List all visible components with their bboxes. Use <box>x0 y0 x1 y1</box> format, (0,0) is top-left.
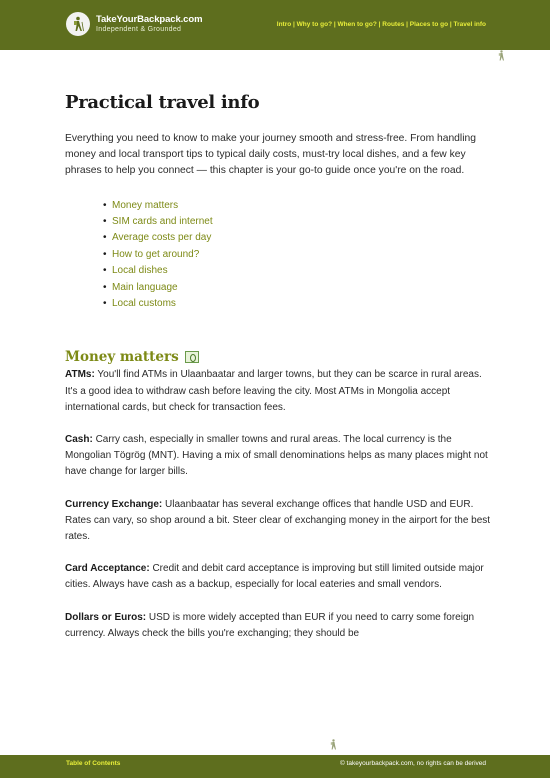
top-nav <box>277 21 486 28</box>
nav-link-travel-info[interactable]: Travel info <box>453 21 486 28</box>
nav-separator: | <box>333 21 338 28</box>
toc-link-sim-cards[interactable]: • SIM cards and internet <box>105 214 495 230</box>
footer-hiker-icon <box>329 737 338 755</box>
nav-separator: | <box>378 21 383 28</box>
dollars-euros-label: Dollars or Euros: <box>65 611 147 623</box>
cash-paragraph <box>65 432 495 481</box>
page-title: Practical travel info <box>65 92 260 113</box>
nav-separator: | <box>293 21 297 28</box>
card-acceptance-label: Card Acceptance: <box>65 563 150 575</box>
nav-link-why-to-go[interactable]: Why to go? <box>296 21 333 28</box>
nav-link-places-to-go[interactable]: Places to go <box>409 21 449 28</box>
brand-name[interactable]: TakeYourBackpack.com <box>96 14 203 25</box>
nav-separator: | <box>449 21 454 28</box>
currency-exchange-label: Currency Exchange: <box>65 498 163 510</box>
card-acceptance-paragraph <box>65 561 495 593</box>
nav-separator: | <box>406 21 410 28</box>
nav-link-routes[interactable]: Routes <box>382 21 405 28</box>
nav-link-intro[interactable]: Intro <box>276 21 292 28</box>
toc-link-money-matters[interactable]: • Money matters <box>105 198 495 214</box>
toc-link-average-costs[interactable]: • Average costs per day <box>105 230 495 246</box>
chapter-toc <box>105 198 495 313</box>
hiker-logo-icon[interactable] <box>66 12 90 36</box>
atms-paragraph <box>65 367 495 416</box>
hiker-icon <box>497 48 506 66</box>
card-acceptance-text: Credit and debit card acceptance is improving but still limited outside major cities. Always have cash as a backup, especially for local eateries and small vendors. <box>65 563 484 591</box>
toc-link-local-customs[interactable]: • Local customs <box>105 296 495 312</box>
main-content <box>65 92 495 658</box>
money-matters-title: Money matters <box>65 349 179 366</box>
page-header <box>0 0 550 50</box>
toc-link-local-dishes[interactable]: • Local dishes <box>105 263 495 279</box>
currency-exchange-paragraph <box>65 497 495 546</box>
money-matters-heading <box>65 349 495 365</box>
intro-paragraph: Everything you need to know to make your journey smooth and stress-free. From handling money and local transport tips to typical daily costs, must-try local dishes, and a few key phrases to help you connect — this chapter is your go-to guide once you're on the road. <box>65 133 476 177</box>
atms-label: ATMs: <box>65 369 95 381</box>
table-of-contents-link[interactable]: Table of Contents <box>66 760 121 767</box>
page-footer <box>0 755 550 778</box>
toc-link-main-language[interactable]: • Main language <box>105 280 495 296</box>
dollars-euros-text: USD is more widely accepted than EUR if you need to carry some foreign currency. Always check the bills you're exchanging; they should be <box>65 611 475 639</box>
cash-text: Carry cash, especially in smaller towns and rural areas. The local currency is the Mongolian Tögrög (MNT). Having a mix of small denominations helps as many places might not have change for larger bills. <box>65 434 488 478</box>
money-icon <box>185 351 199 363</box>
dollars-euros-paragraph <box>65 610 495 642</box>
brand-tagline: Independent & Grounded <box>96 26 182 33</box>
cash-label: Cash: <box>65 434 93 446</box>
copyright-notice: © takeyourbackpack.com, no rights can be derived <box>339 760 486 767</box>
toc-link-get-around[interactable]: • How to get around? <box>105 247 495 263</box>
nav-link-when-to-go[interactable]: When to go? <box>337 21 377 28</box>
atms-text: You'll find ATMs in Ulaanbaatar and larger towns, but they can be scarce in rural areas. It's a good idea to withdraw cash before leaving the city. Most ATMs in Mongolia accept international cards, but check for transaction fees. <box>65 369 482 413</box>
currency-exchange-text: Ulaanbaatar has several exchange offices that handle USD and EUR. Rates can vary, so shop around a bit. Steer clear of exchanging money in the airport for the best rates. <box>65 498 491 543</box>
